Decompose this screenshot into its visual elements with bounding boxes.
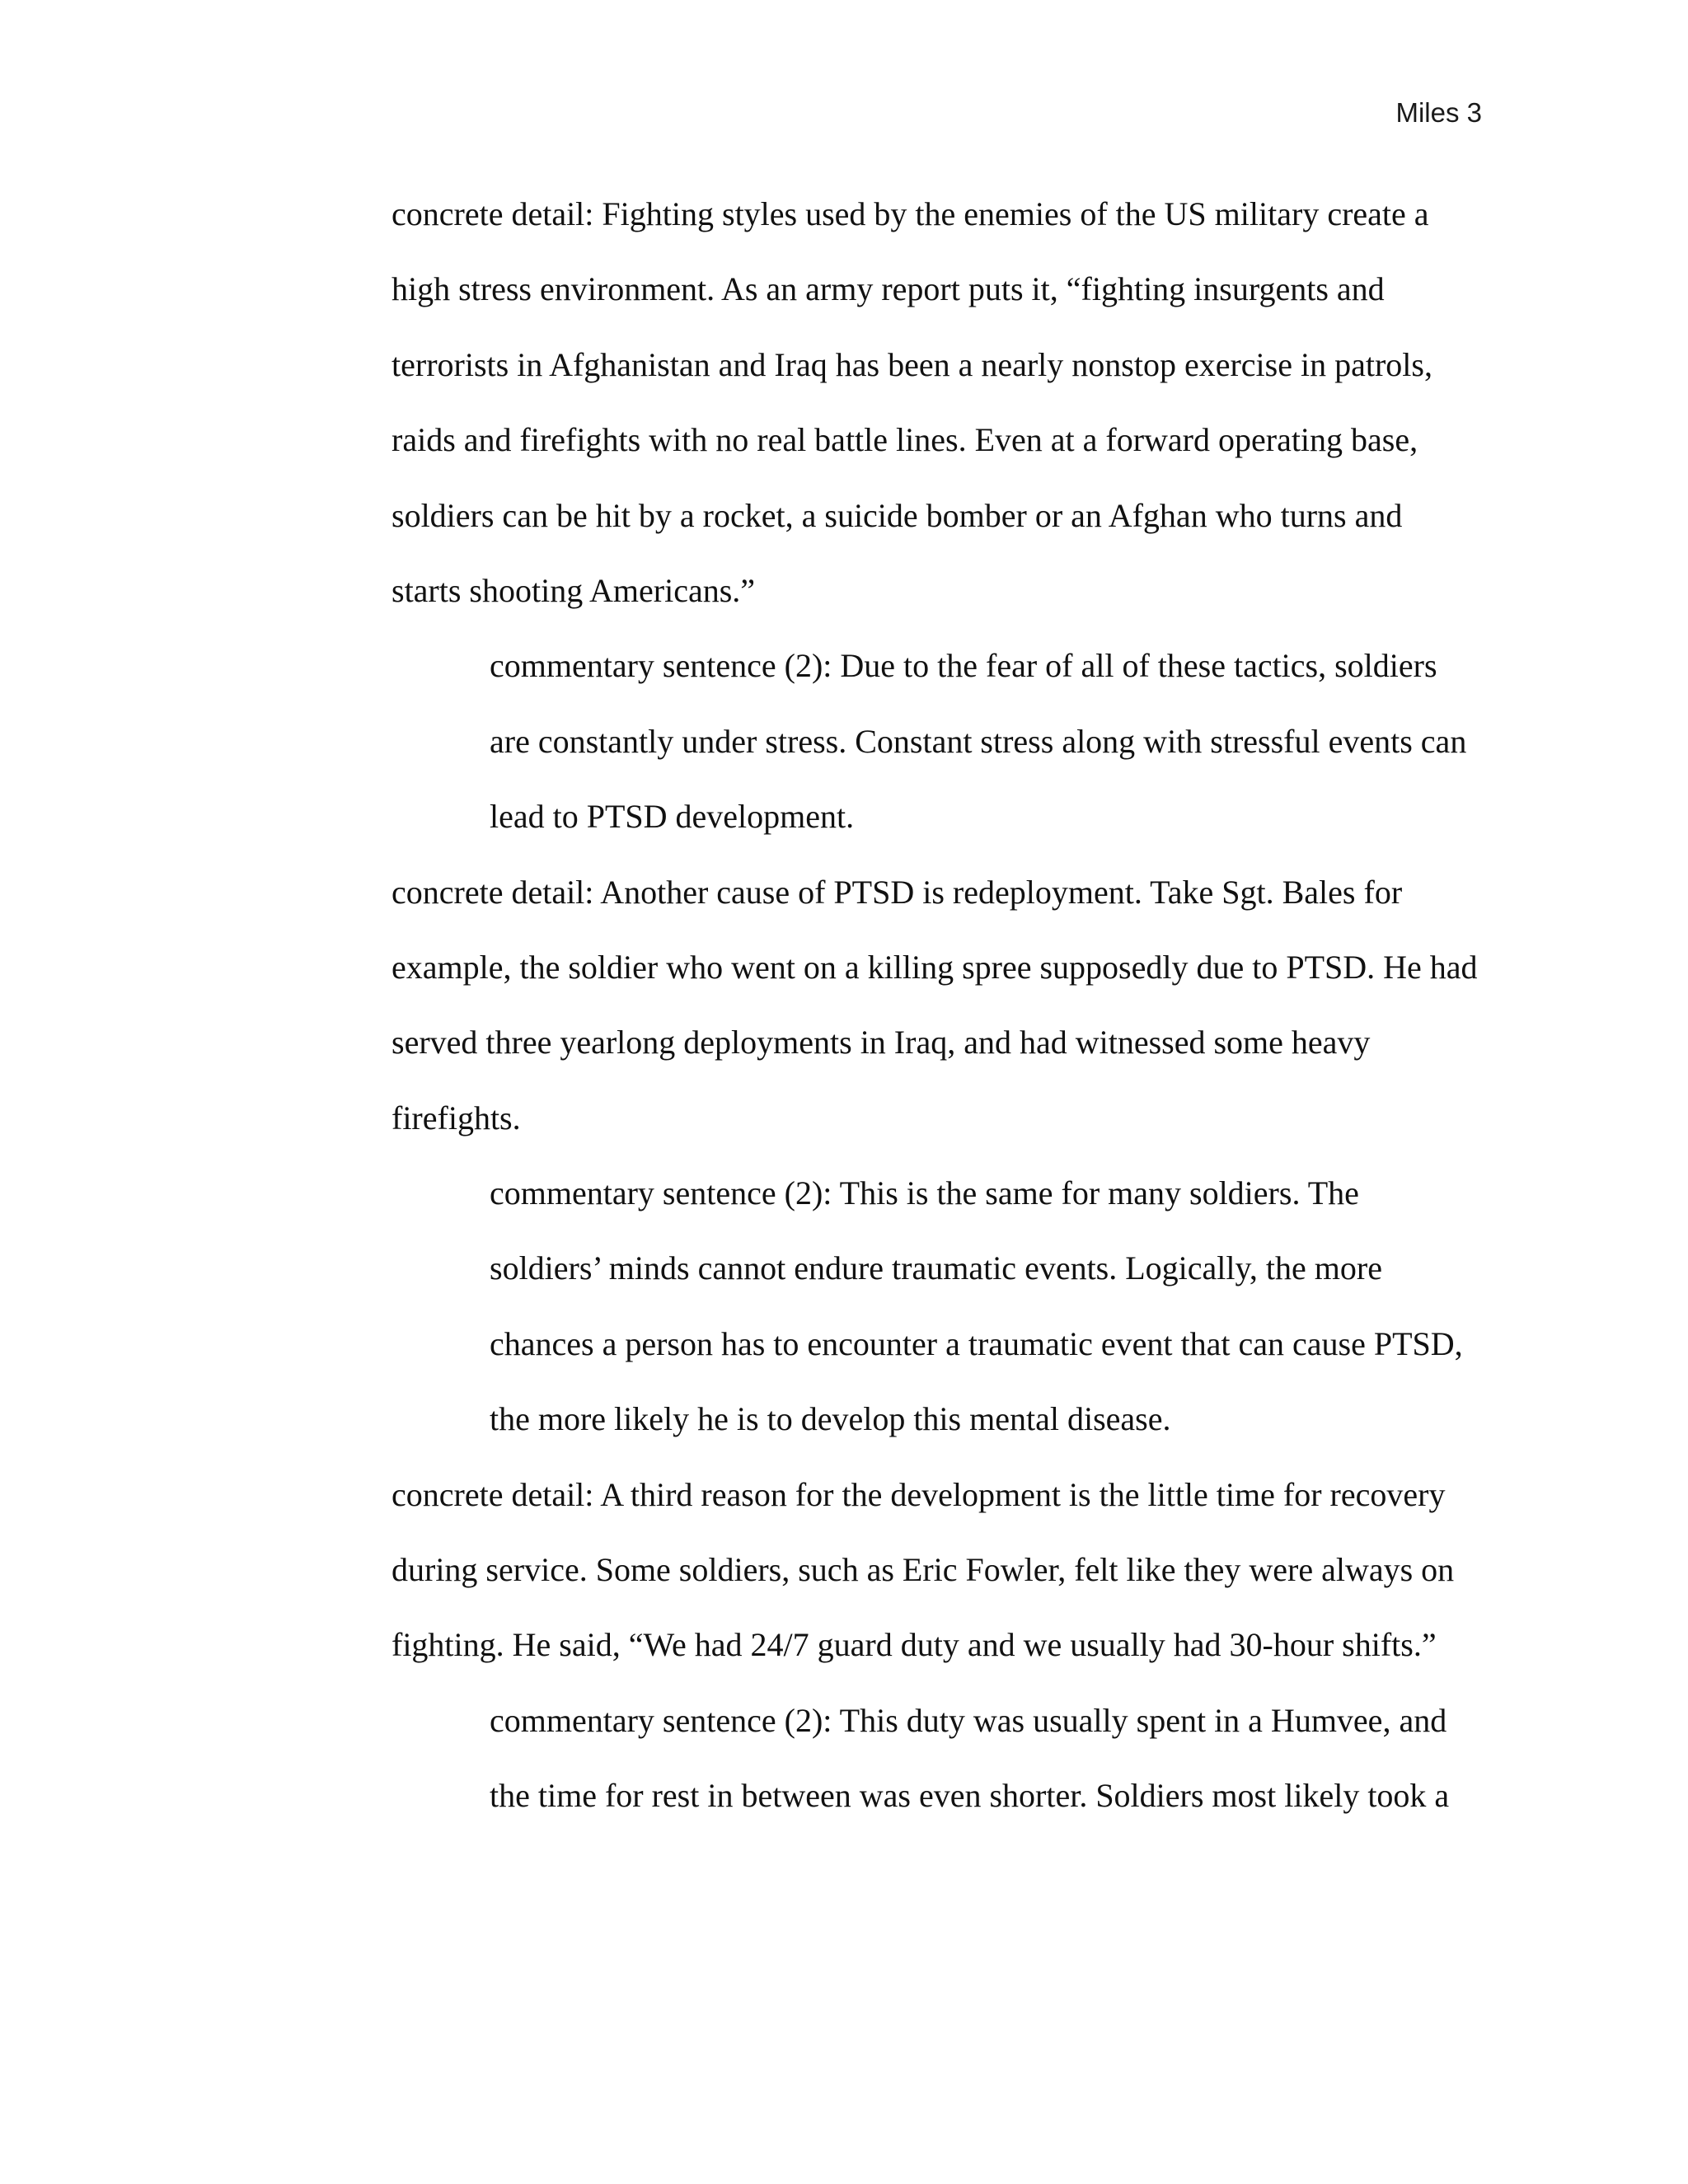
commentary-line: soldiers’ minds cannot endure traumatic events. Logically, the more [490, 1249, 1382, 1287]
text-line: concrete detail: Fighting styles used by the enemies of the US military create a [392, 195, 1429, 232]
text-line: concrete detail: Another cause of PTSD is redeployment. Take Sgt. Bales for [392, 873, 1403, 911]
commentary-line: commentary sentence (2): This is the same for many soldiers. The [490, 1174, 1359, 1212]
commentary-line: chances a person has to encounter a traumatic event that can cause PTSD, [490, 1324, 1463, 1362]
document-body [392, 190, 1512, 1847]
text-line: concrete detail: A third reason for the development is the little time for recovery [392, 1475, 1446, 1513]
text-line: fighting. He said, “We had 24/7 guard duty and we usually had 30-hour shifts.” [392, 1626, 1437, 1664]
text-line: starts shooting Americans.” [392, 571, 756, 609]
text-line: high stress environment. As an army report puts it, “fighting insurgents and [392, 270, 1385, 308]
text-line: during service. Some soldiers, such as Eric Fowler, felt like they were always on [392, 1551, 1455, 1589]
text-line: soldiers can be hit by a rocket, a suicide bomber or an Afghan who turns and [392, 496, 1403, 534]
commentary-line: commentary sentence (2): This duty was usually spent in a Humvee, and [490, 1701, 1447, 1739]
commentary-line: are constantly under stress. Constant stress along with stressful events can [490, 722, 1467, 760]
commentary-line: commentary sentence (2): Due to the fear of all of these tactics, soldiers [490, 647, 1437, 685]
commentary-line: the time for rest in between was even shorter. Soldiers most likely took a [490, 1777, 1450, 1815]
text-line: raids and firefights with no real battle lines. Even at a forward operating base, [392, 421, 1418, 459]
commentary-line: the more likely he is to develop this mental disease. [490, 1400, 1171, 1438]
page-header [1395, 97, 1482, 129]
text-line: firefights. [392, 1099, 521, 1137]
page-number-label: Miles 3 [1395, 97, 1482, 128]
text-line: served three yearlong deployments in Iraq, and had witnessed some heavy [392, 1024, 1371, 1062]
commentary-line: lead to PTSD development. [490, 798, 855, 836]
text-line: example, the soldier who went on a killing spree supposedly due to PTSD. He had [392, 948, 1478, 986]
text-line: terrorists in Afghanistan and Iraq has been a nearly nonstop exercise in patrols, [392, 345, 1432, 383]
